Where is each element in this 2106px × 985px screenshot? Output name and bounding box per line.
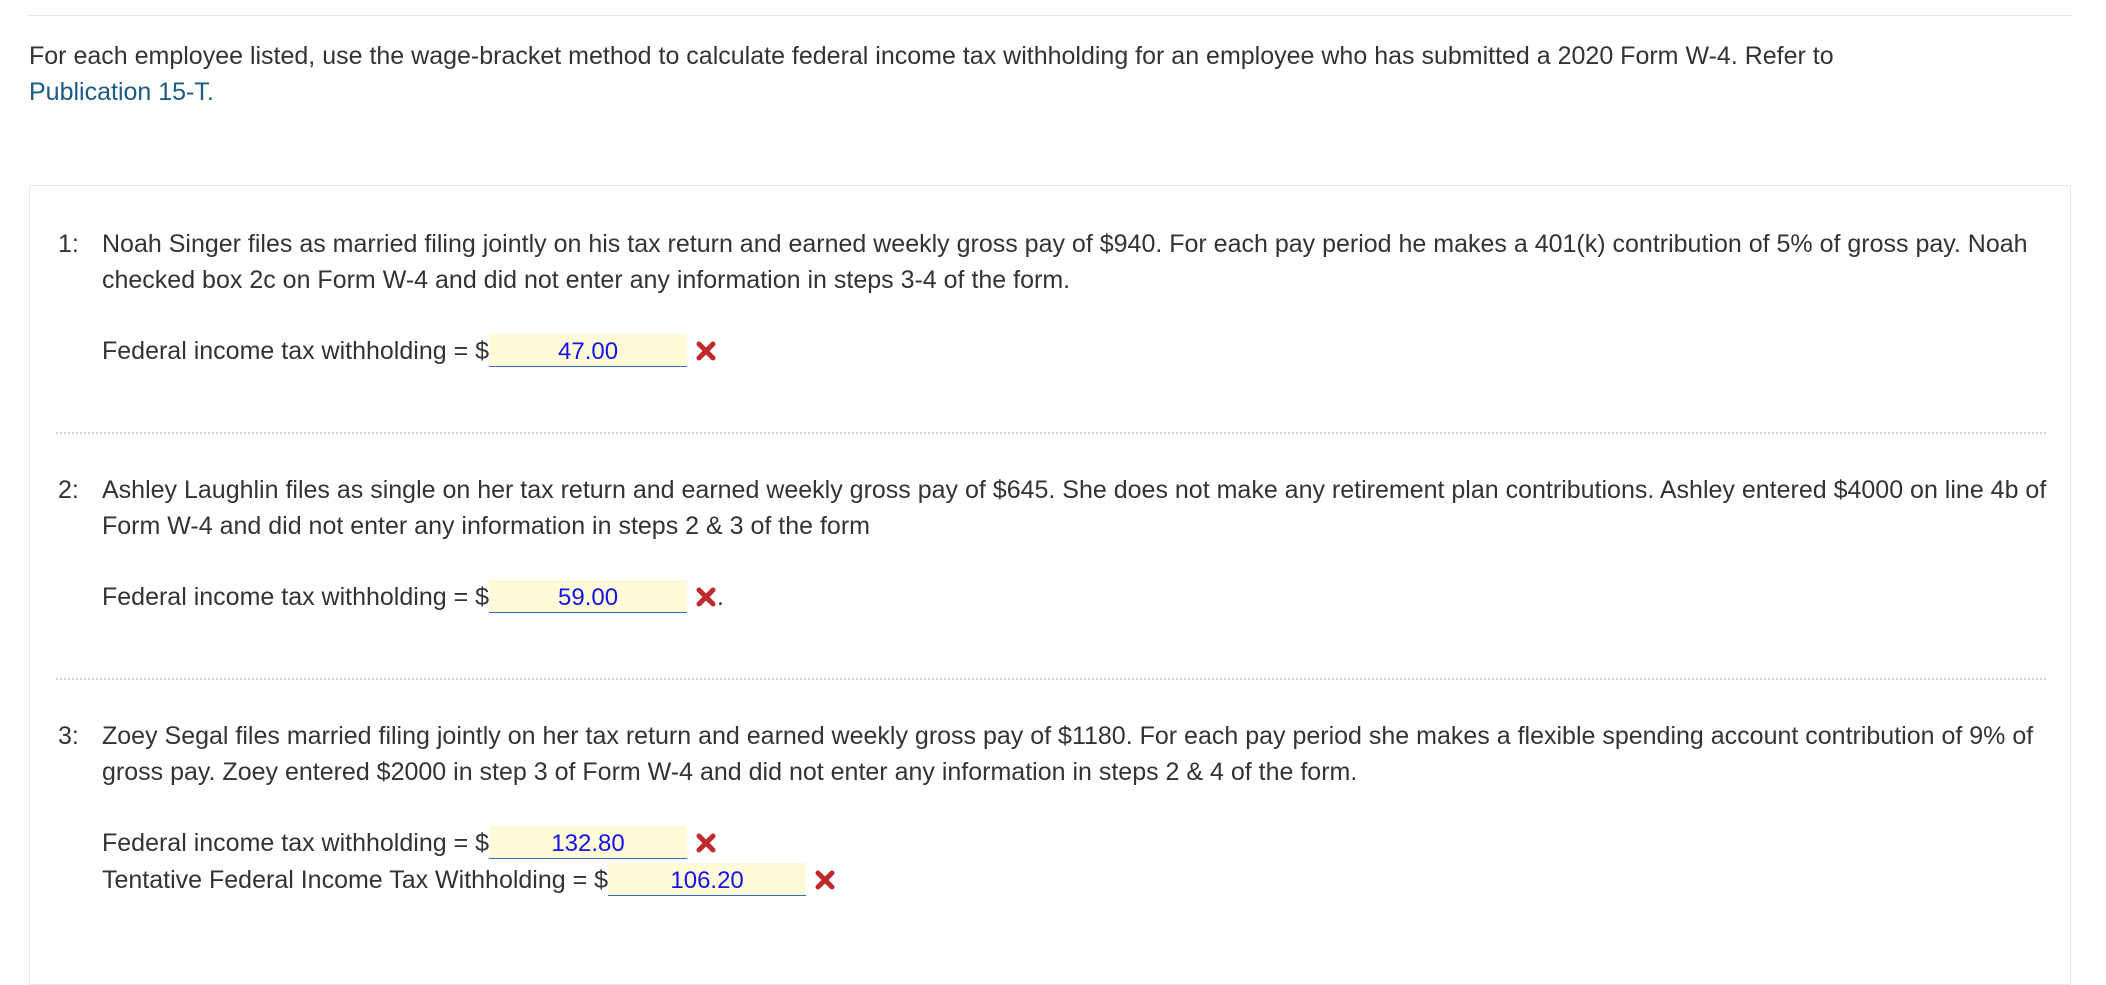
withholding-input-q3[interactable]: 132.80 (489, 826, 687, 859)
publication-15t-link[interactable]: Publication 15-T. (29, 78, 214, 106)
incorrect-x-icon (814, 869, 836, 891)
questions-panel (29, 185, 2071, 985)
instructions-text: For each employee listed, use the wage-bracket method to calculate federal income tax withholding for an employee who has submitted a 2020 Form W-4. Refer to (29, 42, 1834, 70)
answer-row-q1-withholding (102, 333, 717, 369)
question-text: Zoey Segal files married filing jointly on her tax return and earned weekly gross pay of $1180. For each pay period she makes a flexible spending account contribution of 9% of gross pay. Zoey entered $2000 in step 3 of Form W-4 and did not enter any information in steps 2 & 4 of the form. (102, 722, 2034, 786)
question-number: 2: (58, 476, 79, 504)
answer-label: Federal income tax withholding = $ (102, 337, 490, 365)
answer-row-q3-tentative (102, 862, 836, 898)
answer-label: Federal income tax withholding = $ (102, 583, 490, 611)
answer-label: Tentative Federal Income Tax Withholding = $ (102, 866, 609, 894)
question-divider (56, 432, 2046, 434)
withholding-input-q1[interactable]: 47.00 (489, 334, 687, 367)
tentative-withholding-input-q3[interactable]: 106.20 (608, 863, 806, 896)
answer-row-q3-withholding (102, 825, 717, 861)
top-divider (28, 15, 2072, 16)
incorrect-x-icon (695, 340, 717, 362)
question-number: 3: (58, 722, 79, 750)
question-number: 1: (58, 230, 79, 258)
incorrect-x-icon (695, 586, 717, 608)
question-divider (56, 678, 2046, 680)
question-text: Noah Singer files as married filing jointly on his tax return and earned weekly gross pay of $940. For each pay period he makes a 401(k) contribution of 5% of gross pay. Noah checked box 2c on Form W-4 and did not enter any information in steps 3-4 of the form. (102, 230, 2028, 294)
question-text: Ashley Laughlin files as single on her tax return and earned weekly gross pay of $645. She does not make any retirement plan contributions. Ashley entered $4000 on line 4b of Form W-4 and did not enter any information in steps 2 & 3 of the form (102, 476, 2047, 540)
answer-row-q2-withholding (102, 579, 724, 615)
instructions (29, 38, 2029, 110)
answer-label: Federal income tax withholding = $ (102, 829, 490, 857)
incorrect-x-icon (695, 832, 717, 854)
answer-suffix: . (717, 583, 724, 611)
withholding-input-q2[interactable]: 59.00 (489, 580, 687, 613)
